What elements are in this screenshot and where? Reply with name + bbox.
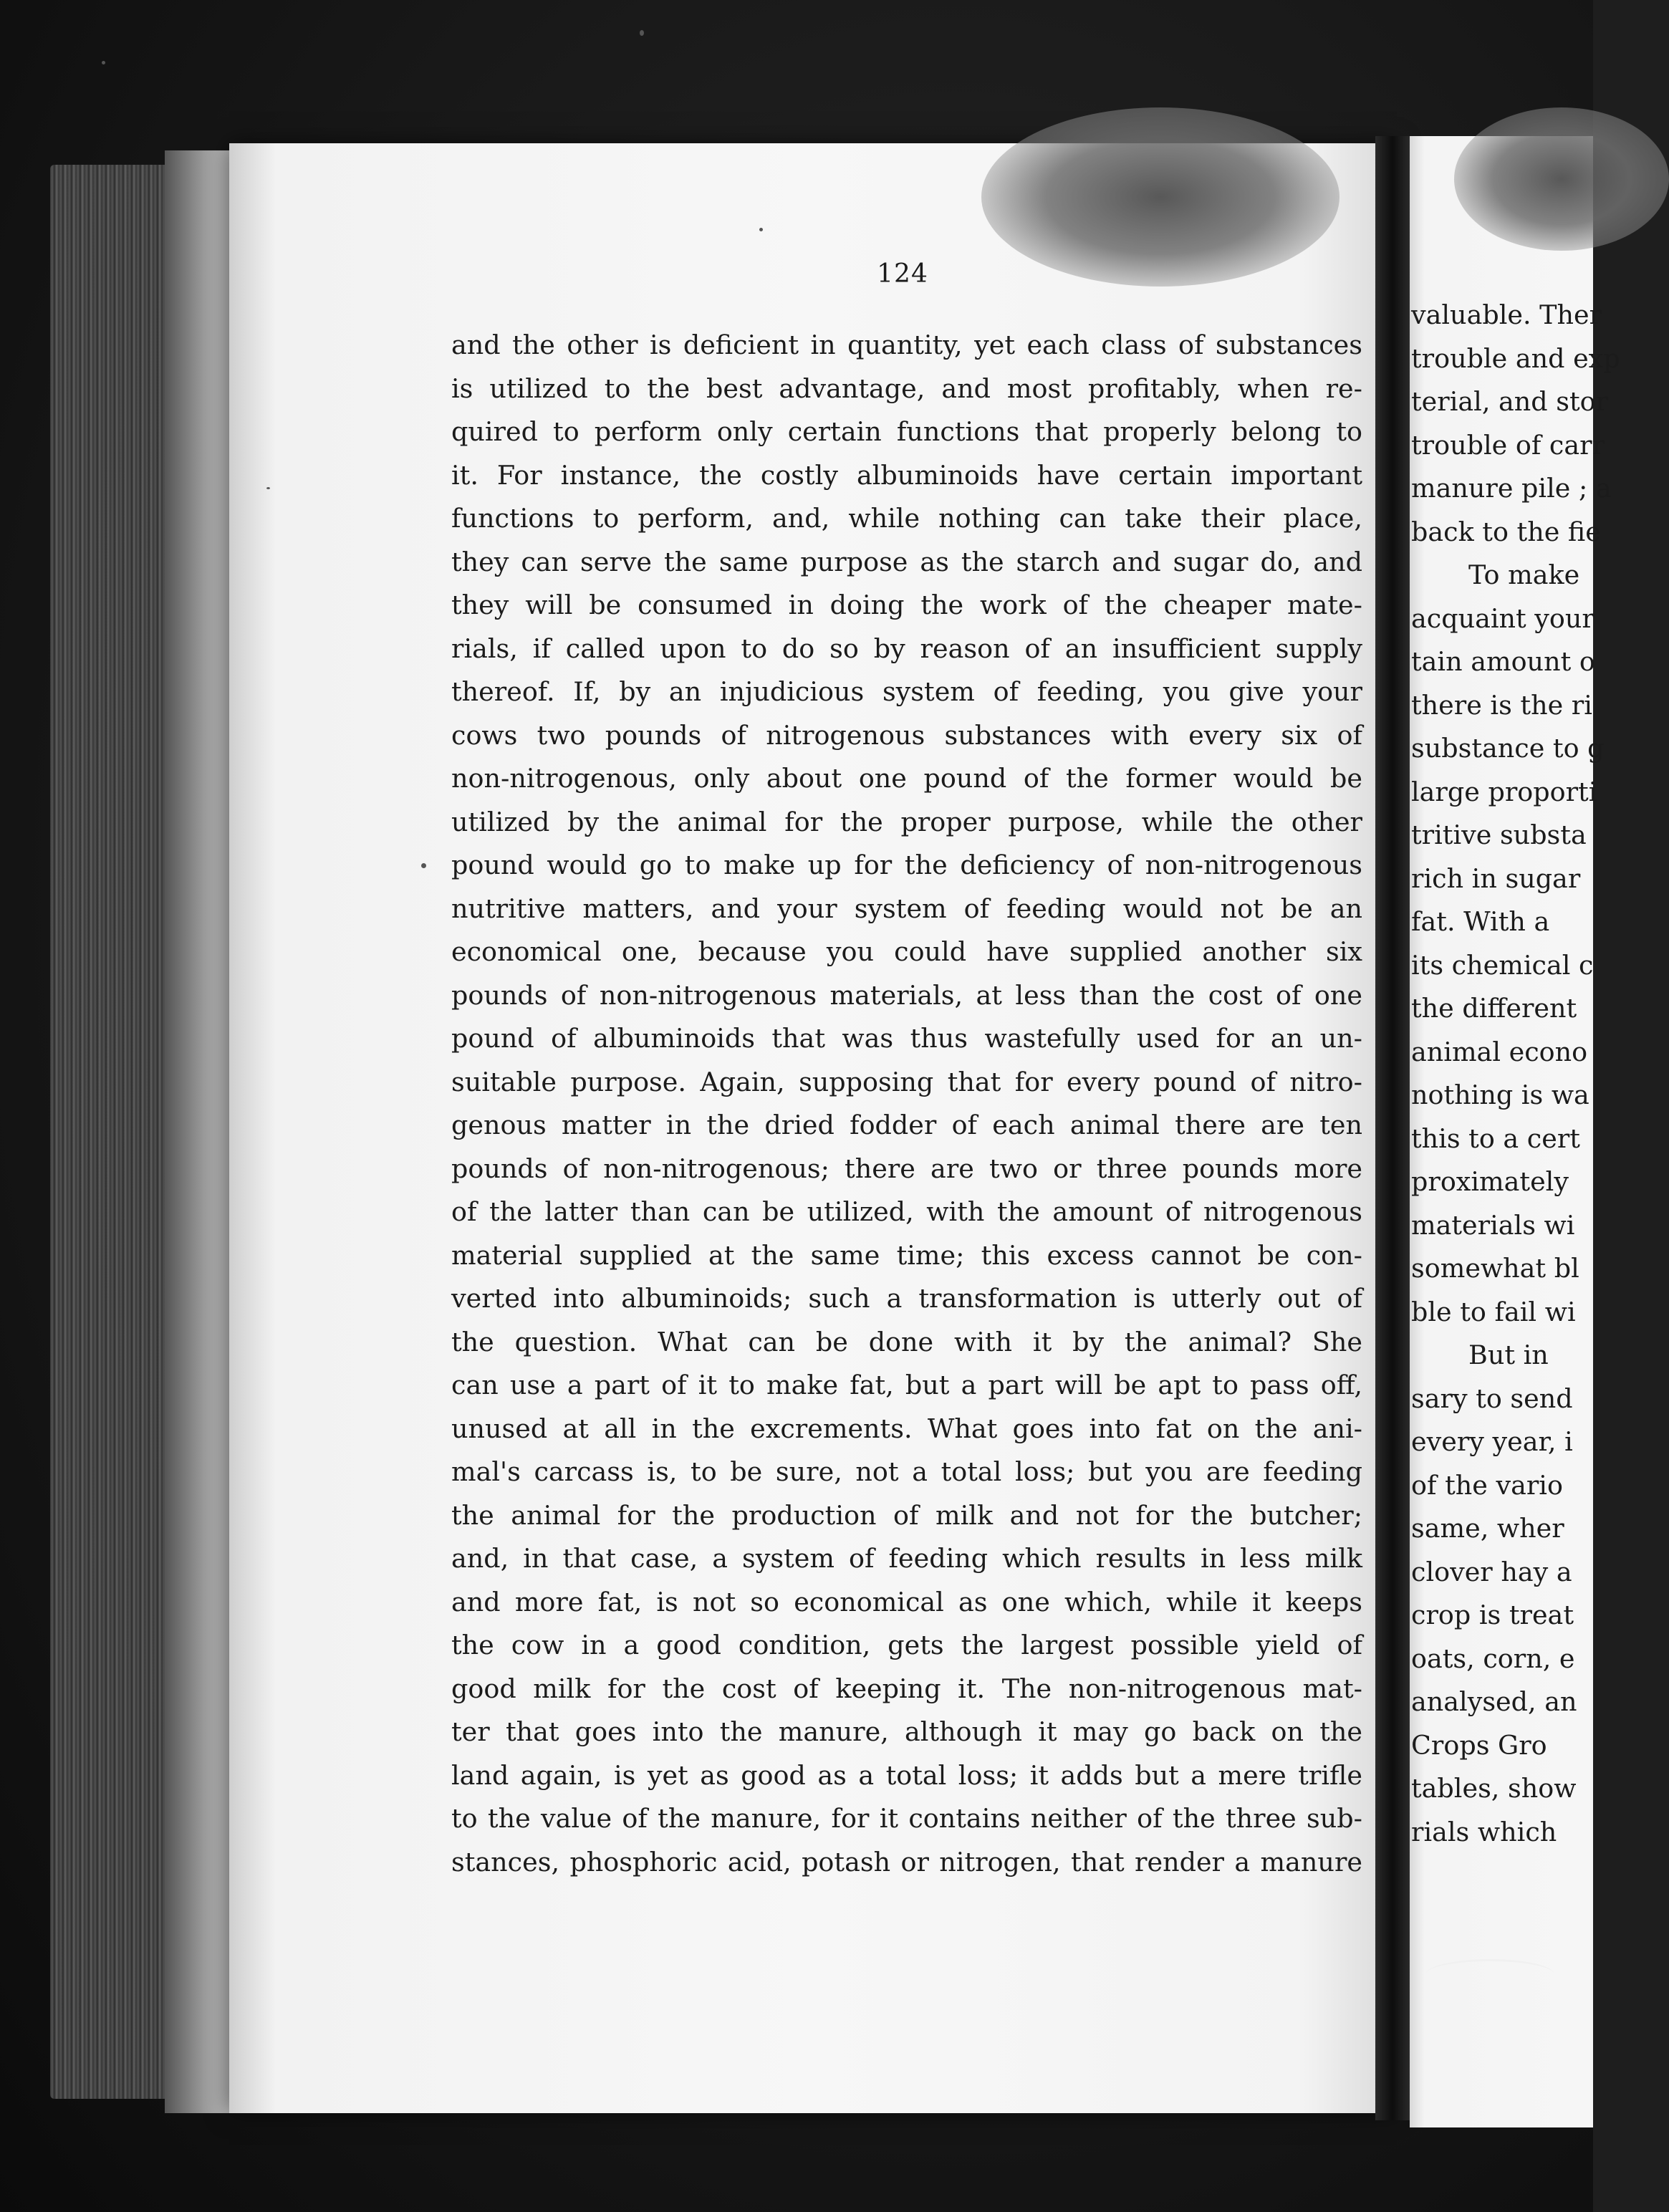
dust-speck (759, 228, 763, 231)
body-line: quired to perform only certain functions that properly belong to (451, 416, 1362, 447)
body-line: unused at all in the excrements. What goes into fat on the ani- (451, 1413, 1362, 1444)
page-number: 124 (877, 259, 928, 289)
right-body-line: tables, show (1411, 1773, 1577, 1804)
body-line: the cow in a good condition, gets the largest possible yield of (451, 1630, 1362, 1660)
right-body-line: clover hay a (1411, 1556, 1572, 1587)
right-body-line: acquaint your (1411, 602, 1595, 634)
right-body-line: fat. With a (1411, 906, 1550, 937)
right-body-line: substance to g (1411, 733, 1605, 764)
dust-speck (102, 61, 105, 64)
right-body-line: To make (1468, 559, 1580, 590)
right-body-line: trouble and exp (1411, 342, 1620, 374)
right-body-line: rich in sugar (1411, 862, 1581, 894)
right-body-line: But in (1468, 1340, 1549, 1370)
body-line: pounds of non-nitrogenous; there are two or three pounds more (451, 1153, 1362, 1184)
body-line: they will be consumed in doing the work of the cheaper mate- (451, 590, 1362, 620)
right-body-line: somewhat bl (1411, 1253, 1579, 1284)
book-gutter (1375, 136, 1410, 2120)
body-line: it. For instance, the costly albuminoids have certain important (451, 459, 1362, 491)
body-line: rials, if called upon to do so by reason of an insufficient supply (451, 633, 1362, 664)
right-body-line: animal econo (1411, 1036, 1588, 1067)
right-page-body-text (1411, 294, 1620, 1854)
body-line: good milk for the cost of keeping it. The non-nitrogenous mat- (451, 1673, 1362, 1704)
body-line: ter that goes into the manure, although it may go back on the (451, 1716, 1362, 1747)
right-body-line: its chemical c (1411, 949, 1594, 981)
dust-speck (421, 863, 426, 868)
water-stain-left (981, 107, 1339, 287)
body-line: of the latter than can be utilized, with the amount of nitrogenous (451, 1196, 1362, 1227)
right-body-line: of the vario (1411, 1469, 1563, 1501)
dust-speck (640, 30, 644, 36)
body-line: land again, is yet as good as a total loss; it adds but a mere trifle (451, 1759, 1362, 1791)
left-page-body-text (451, 324, 1362, 1884)
body-line: suitable purpose. Again, supposing that for every pound of nitro- (451, 1066, 1362, 1097)
right-body-line: back to the fie (1411, 516, 1601, 547)
body-line: cows two pounds of nitrogenous substances with every six of (451, 719, 1362, 751)
right-body-line: Crops Gro (1411, 1729, 1547, 1761)
body-line: stances, phosphoric acid, potash or nitrogen, that render a manure (451, 1846, 1362, 1877)
body-line: the animal for the production of milk and not for the butcher; (451, 1499, 1362, 1531)
body-line: verted into albuminoids; such a transformation is utterly out of (451, 1283, 1362, 1314)
body-line: non-nitrogenous, only about one pound of the former would be (451, 763, 1362, 794)
right-body-line: valuable. Ther (1411, 299, 1602, 330)
right-body-line: ble to fail wi (1411, 1296, 1576, 1327)
body-line: pounds of non-nitrogenous materials, at less than the cost of one (451, 979, 1362, 1011)
body-line: mal's carcass is, to be sure, not a total loss; but you are feeding (451, 1456, 1362, 1487)
body-line: genous matter in the dried fodder of each animal there are ten (451, 1110, 1362, 1140)
body-line: and the other is deficient in quantity, yet each class of substances (451, 330, 1362, 360)
right-body-line: every year, i (1411, 1426, 1573, 1457)
body-line: pound of albuminoids that was thus wastefully used for an un- (451, 1023, 1362, 1054)
right-body-line: this to a cert (1411, 1122, 1580, 1154)
body-line: and, in that case, a system of feeding which results in less milk (451, 1543, 1362, 1574)
body-line: utilized by the animal for the proper purpose, while the other (451, 806, 1362, 837)
body-line: can use a part of it to make fat, but a part will be apt to pass off, (451, 1370, 1362, 1400)
right-body-line: sary to send (1411, 1382, 1573, 1414)
body-line: nutritive matters, and your system of feeding would not be an (451, 893, 1362, 924)
right-body-line: trouble of carr (1411, 429, 1605, 461)
body-line: they can serve the same purpose as the starch and sugar do, and (451, 546, 1362, 577)
page-tear-mark (1425, 1959, 1554, 1990)
body-line: pound would go to make up for the deficiency of non-nitrogenous (451, 850, 1362, 880)
right-body-line: large proporti (1411, 776, 1597, 807)
right-body-line: tritive substa (1411, 819, 1587, 850)
right-body-line: tain amount o (1411, 646, 1595, 677)
right-body-line: rials which (1411, 1816, 1557, 1847)
water-stain-right (1454, 107, 1669, 251)
body-line: functions to perform, and, while nothing can take their place, (451, 503, 1362, 534)
right-body-line: manure pile ; a (1411, 473, 1612, 504)
body-line: and more fat, is not so economical as one which, while it keeps (451, 1586, 1362, 1617)
body-line: thereof. If, by an injudicious system of feeding, you give your (451, 676, 1362, 707)
dust-speck (266, 487, 270, 489)
body-line: is utilized to the best advantage, and most profitably, when re- (451, 372, 1362, 404)
right-body-line: oats, corn, e (1411, 1643, 1575, 1674)
book-page-edges-highlight (165, 150, 229, 2113)
right-body-line: analysed, an (1411, 1686, 1577, 1717)
body-line: economical one, because you could have supplied another six (451, 936, 1362, 967)
right-body-line: there is the ri (1411, 689, 1592, 721)
body-line: the question. What can be done with it by the animal? She (451, 1326, 1362, 1357)
right-body-line: the different (1411, 993, 1577, 1024)
right-body-line: proximately (1411, 1166, 1569, 1197)
right-body-line: nothing is wa (1411, 1079, 1589, 1110)
right-body-line: crop is treat (1411, 1600, 1574, 1630)
body-line: material supplied at the same time; this excess cannot be con- (451, 1239, 1362, 1271)
right-body-line: materials wi (1411, 1209, 1575, 1241)
body-line: to the value of the manure, for it contains neither of the three sub- (451, 1803, 1362, 1834)
right-body-line: terial, and stor (1411, 386, 1609, 417)
right-body-line: same, wher (1411, 1513, 1564, 1544)
